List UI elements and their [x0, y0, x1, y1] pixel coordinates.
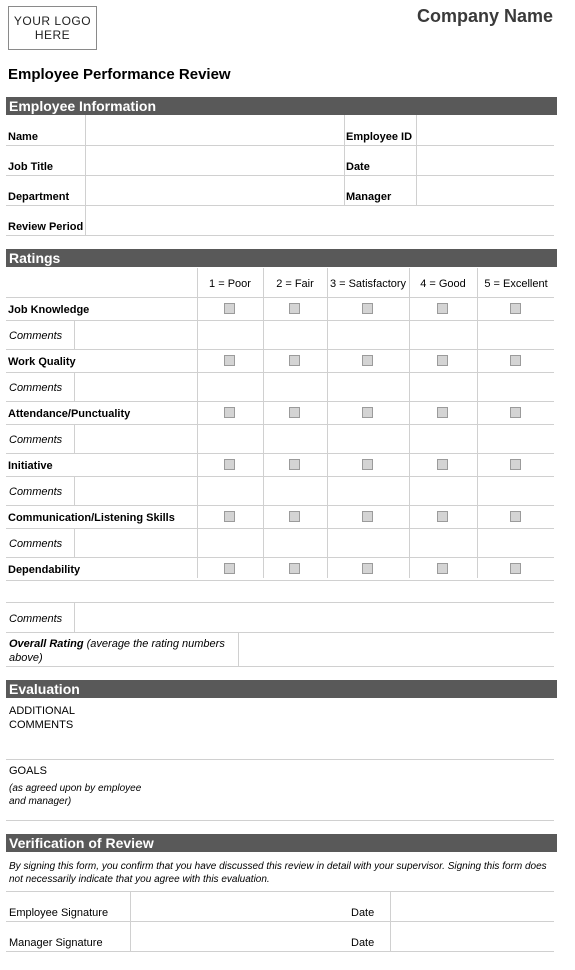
rating-checkbox-3[interactable]: [362, 459, 373, 470]
scale-label-1: 1 = Poor: [209, 278, 251, 290]
rating-checkbox-5[interactable]: [510, 563, 521, 574]
divider: [6, 632, 554, 633]
rating-checkbox-3[interactable]: [362, 407, 373, 418]
employee-signature-field[interactable]: [132, 894, 348, 920]
section-verification-of-review: Verification of Review: [6, 834, 557, 852]
comments-field[interactable]: [76, 530, 554, 557]
rating-checkbox-3[interactable]: [362, 563, 373, 574]
rating-checkbox-5[interactable]: [510, 459, 521, 470]
rating-checkbox-1[interactable]: [224, 459, 235, 470]
employee-signature-date-label: Date: [351, 907, 375, 919]
rating-checkbox-4[interactable]: [437, 563, 448, 574]
divider: [6, 557, 554, 558]
department-label: Department: [8, 191, 70, 203]
rating-checkbox-5[interactable]: [510, 511, 521, 522]
overall-rating-note: (average the rating numbers above): [9, 638, 225, 664]
review-period-label: Review Period: [8, 221, 84, 233]
rating-checkbox-3[interactable]: [362, 511, 373, 522]
section-ratings: Ratings: [6, 249, 557, 267]
rating-checkbox-2[interactable]: [289, 459, 300, 470]
section-employee-information: Employee Information: [6, 97, 557, 115]
divider: [6, 320, 554, 321]
overall-rating-label: [9, 637, 234, 665]
divider: [6, 580, 554, 581]
divider: [6, 349, 554, 350]
goals-field[interactable]: [150, 762, 554, 819]
rating-checkbox-1[interactable]: [224, 563, 235, 574]
rating-checkbox-1[interactable]: [224, 355, 235, 366]
divider: [6, 666, 554, 667]
divider: [6, 424, 554, 425]
divider: [6, 820, 554, 821]
employee-signature-date-field[interactable]: [392, 894, 554, 920]
divider: [74, 603, 75, 632]
divider: [6, 476, 554, 477]
divider: [74, 373, 75, 402]
comments-label: Comments: [9, 330, 63, 342]
rating-checkbox-5[interactable]: [510, 407, 521, 418]
manager-signature-date-label: Date: [351, 937, 375, 949]
divider: [6, 235, 554, 236]
verification-statement: By signing this form, you confirm that you have discussed this review in detail with your supervisor. Signing this form does not necessarily indicate that you agree with this evaluation.: [9, 861, 547, 885]
scale-label-5: 5 = Excellent: [484, 278, 548, 290]
divider: [130, 892, 131, 952]
rating-checkbox-1[interactable]: [224, 511, 235, 522]
manager-label: Manager: [346, 191, 392, 203]
divider: [6, 602, 554, 603]
divider: [6, 175, 554, 176]
rating-checkbox-1[interactable]: [224, 407, 235, 418]
department-field[interactable]: [87, 178, 342, 204]
divider: [6, 205, 554, 206]
rating-checkbox-1[interactable]: [224, 303, 235, 314]
employee-signature-label: Employee Signature: [9, 907, 109, 919]
additional-comments-label: ADDITIONAL COMMENTS: [9, 705, 75, 731]
criterion-label: Work Quality: [8, 356, 76, 368]
divider: [74, 477, 75, 506]
rating-checkbox-4[interactable]: [437, 511, 448, 522]
rating-checkbox-4[interactable]: [437, 355, 448, 366]
divider: [6, 145, 554, 146]
job-title-label: Job Title: [8, 161, 54, 173]
criterion-label: Dependability: [8, 564, 81, 576]
logo-text: YOUR LOGO HERE: [13, 14, 92, 42]
rating-checkbox-5[interactable]: [510, 303, 521, 314]
rating-checkbox-2[interactable]: [289, 355, 300, 366]
divider: [344, 115, 345, 205]
divider: [6, 505, 554, 506]
divider: [416, 115, 417, 205]
divider: [238, 633, 239, 666]
divider: [6, 372, 554, 373]
name-label: Name: [8, 131, 38, 143]
divider: [6, 951, 554, 952]
job-title-field[interactable]: [87, 148, 342, 174]
employee-id-label: Employee ID: [346, 131, 413, 143]
rating-checkbox-4[interactable]: [437, 459, 448, 470]
manager-signature-date-field[interactable]: [392, 924, 554, 950]
rating-checkbox-2[interactable]: [289, 563, 300, 574]
divider: [6, 401, 554, 402]
criterion-label: Attendance/Punctuality: [8, 408, 131, 420]
review-period-field[interactable]: [87, 208, 554, 234]
date-label: Date: [346, 161, 370, 173]
rating-checkbox-5[interactable]: [510, 355, 521, 366]
goals-label: GOALS: [9, 765, 47, 777]
criterion-label: Communication/Listening Skills: [8, 512, 175, 524]
divider: [6, 297, 554, 298]
overall-rating-title: Overall Rating: [9, 638, 84, 650]
comments-label: Comments: [9, 538, 63, 550]
criterion-label: Initiative: [8, 460, 53, 472]
comments-label: Comments: [9, 382, 63, 394]
rating-checkbox-2[interactable]: [289, 407, 300, 418]
manager-field[interactable]: [418, 178, 554, 204]
scale-label-2: 2 = Fair: [276, 278, 314, 290]
rating-checkbox-2[interactable]: [289, 303, 300, 314]
overall-rating-field[interactable]: [240, 634, 554, 665]
divider: [6, 921, 554, 922]
rating-checkbox-3[interactable]: [362, 355, 373, 366]
divider: [6, 759, 554, 760]
final-comments-field[interactable]: [76, 604, 554, 631]
name-field[interactable]: [87, 118, 342, 144]
divider: [74, 529, 75, 558]
additional-comments-field[interactable]: [6, 700, 554, 758]
rating-checkbox-4[interactable]: [437, 407, 448, 418]
company-name: Company Name: [416, 6, 553, 26]
manager-signature-field[interactable]: [132, 924, 348, 950]
document-title: Employee Performance Review: [8, 66, 231, 83]
comments-label: Comments: [9, 486, 63, 498]
divider: [74, 321, 75, 350]
date-field[interactable]: [418, 148, 554, 174]
comments-label: Comments: [9, 434, 63, 446]
section-evaluation: Evaluation: [6, 680, 557, 698]
comments-field[interactable]: [76, 426, 554, 453]
divider: [6, 453, 554, 454]
goals-note: (as agreed upon by employee and manager): [9, 783, 142, 807]
criterion-label: Job Knowledge: [8, 304, 90, 316]
rating-checkbox-3[interactable]: [362, 303, 373, 314]
comments-field[interactable]: [76, 374, 554, 401]
scale-label-4: 4 = Good: [420, 278, 466, 290]
comments-field[interactable]: [76, 322, 554, 349]
employee-id-field[interactable]: [418, 118, 554, 144]
final-comments-label: Comments: [9, 613, 63, 625]
divider: [390, 892, 391, 952]
scale-label-3: 3 = Satisfactory: [329, 278, 407, 290]
divider: [74, 425, 75, 454]
comments-field[interactable]: [76, 478, 554, 505]
rating-checkbox-4[interactable]: [437, 303, 448, 314]
logo-placeholder: [8, 6, 97, 50]
rating-checkbox-2[interactable]: [289, 511, 300, 522]
manager-signature-label: Manager Signature: [9, 937, 103, 949]
divider: [6, 891, 554, 892]
divider: [6, 528, 554, 529]
